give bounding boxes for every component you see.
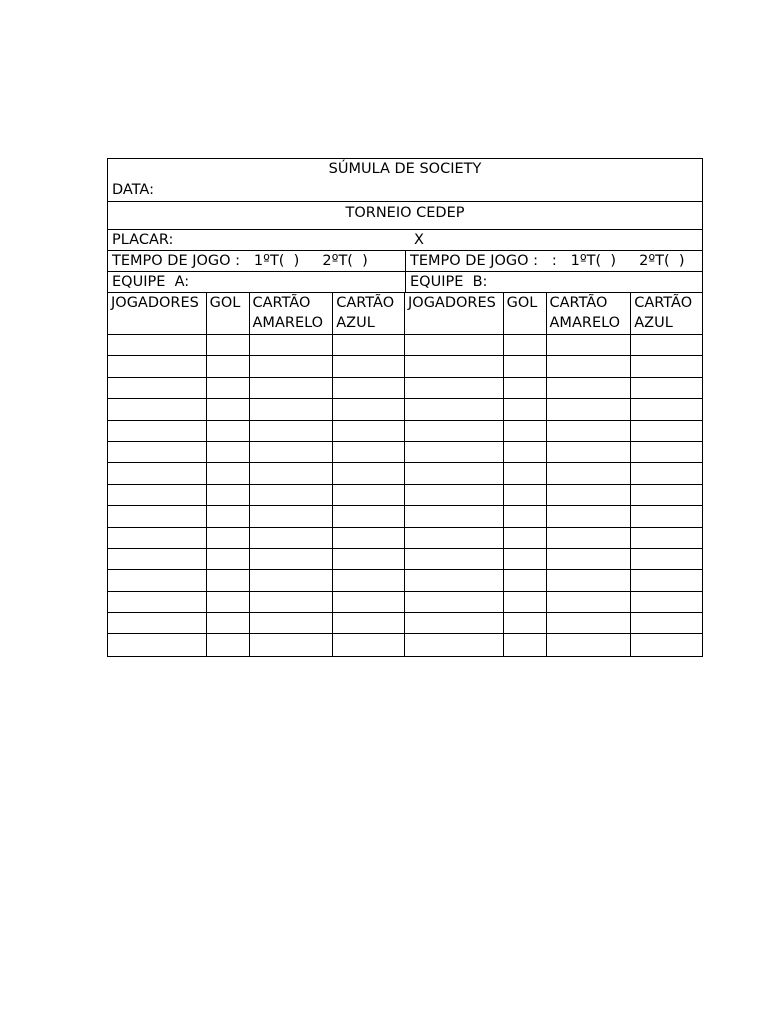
cell-jogador-b <box>405 463 504 483</box>
cell-amarelo-b <box>547 549 632 569</box>
cell-gol-b <box>504 378 547 398</box>
table-row <box>108 613 702 634</box>
cell-amarelo-a <box>250 506 334 526</box>
cell-gol-b <box>504 592 547 612</box>
cell-azul-a <box>333 528 405 548</box>
cell-gol-a <box>207 506 250 526</box>
cell-jogador-a <box>108 506 207 526</box>
cell-amarelo-b <box>547 528 632 548</box>
cell-azul-b <box>631 399 702 419</box>
cell-azul-b <box>631 613 702 633</box>
cell-jogador-a <box>108 421 207 441</box>
table-row <box>108 528 702 549</box>
date-label: DATA: <box>112 182 154 198</box>
cell-amarelo-a <box>250 549 334 569</box>
cell-azul-a <box>333 592 405 612</box>
cell-azul-a <box>333 506 405 526</box>
header-cartao-azul-b <box>631 293 702 334</box>
cell-jogador-b <box>405 399 504 419</box>
cell-jogador-a <box>108 463 207 483</box>
cell-amarelo-b <box>547 634 632 655</box>
cell-jogador-a <box>108 549 207 569</box>
header-amarelo-text: AMARELO <box>549 315 621 331</box>
cell-jogador-b <box>405 485 504 505</box>
cell-amarelo-b <box>547 592 632 612</box>
cell-jogador-a <box>108 378 207 398</box>
cell-azul-b <box>631 485 702 505</box>
cell-amarelo-a <box>250 421 334 441</box>
header-cartao-amarelo-b <box>547 293 632 334</box>
cell-amarelo-b <box>547 442 632 462</box>
cell-amarelo-b <box>547 378 632 398</box>
equipe-row <box>108 272 702 293</box>
cell-gol-b <box>504 421 547 441</box>
cell-gol-b <box>504 485 547 505</box>
header-cartao-text: CARTÃO <box>634 295 693 311</box>
cell-gol-b <box>504 442 547 462</box>
cell-jogador-b <box>405 421 504 441</box>
cell-amarelo-b <box>547 485 632 505</box>
table-row <box>108 442 702 463</box>
cell-azul-b <box>631 528 702 548</box>
cell-amarelo-b <box>547 356 632 376</box>
placar-row <box>108 230 702 251</box>
cell-jogador-a <box>108 356 207 376</box>
table-row <box>108 592 702 613</box>
cell-jogador-b <box>405 506 504 526</box>
cell-amarelo-a <box>250 463 334 483</box>
cell-amarelo-a <box>250 356 334 376</box>
table-row <box>108 356 702 377</box>
cell-azul-a <box>333 634 405 655</box>
header-cartao-text: CARTÃO <box>336 295 395 311</box>
cell-amarelo-a <box>250 592 334 612</box>
cell-azul-a <box>333 442 405 462</box>
table-row <box>108 549 702 570</box>
cell-azul-b <box>631 335 702 355</box>
cell-gol-a <box>207 378 250 398</box>
cell-gol-b <box>504 399 547 419</box>
cell-amarelo-a <box>250 634 334 655</box>
cell-azul-b <box>631 378 702 398</box>
sumula-title: SÚMULA DE SOCIETY <box>328 161 482 177</box>
cell-azul-b <box>631 549 702 569</box>
cell-azul-b <box>631 356 702 376</box>
cell-azul-b <box>631 442 702 462</box>
cell-azul-a <box>333 378 405 398</box>
cell-gol-a <box>207 399 250 419</box>
cell-azul-b <box>631 634 702 655</box>
tempo-team-b: TEMPO DE JOGO : : 1ºT( ) 2ºT( ) <box>410 253 685 269</box>
cell-amarelo-b <box>547 506 632 526</box>
cell-jogador-b <box>405 356 504 376</box>
equipe-a-label: EQUIPE A: <box>108 272 406 292</box>
header-jogadores-a: JOGADORES <box>108 293 207 334</box>
cell-azul-b <box>631 421 702 441</box>
cell-amarelo-a <box>250 378 334 398</box>
table-row <box>108 634 702 655</box>
cell-amarelo-b <box>547 463 632 483</box>
title-row <box>108 159 702 202</box>
table-row <box>108 335 702 356</box>
cell-azul-a <box>333 335 405 355</box>
cell-gol-a <box>207 485 250 505</box>
header-azul-text: AZUL <box>634 315 673 331</box>
cell-jogador-a <box>108 613 207 633</box>
cell-gol-b <box>504 613 547 633</box>
cell-jogador-b <box>405 378 504 398</box>
cell-gol-a <box>207 421 250 441</box>
cell-amarelo-b <box>547 613 632 633</box>
cell-jogador-b <box>405 335 504 355</box>
cell-gol-a <box>207 549 250 569</box>
header-cartao-text: CARTÃO <box>252 295 311 311</box>
player-rows <box>108 335 702 656</box>
cell-gol-b <box>504 634 547 655</box>
header-cartao-amarelo-a <box>250 293 334 334</box>
cell-azul-a <box>333 549 405 569</box>
cell-gol-a <box>207 528 250 548</box>
cell-jogador-a <box>108 399 207 419</box>
cell-jogador-b <box>405 613 504 633</box>
cell-amarelo-b <box>547 335 632 355</box>
cell-gol-a <box>207 463 250 483</box>
header-azul-text: AZUL <box>336 315 375 331</box>
cell-azul-b <box>631 570 702 590</box>
table-row <box>108 570 702 591</box>
cell-gol-b <box>504 506 547 526</box>
cell-amarelo-a <box>250 485 334 505</box>
cell-gol-b <box>504 463 547 483</box>
cell-gol-b <box>504 570 547 590</box>
header-gol-b: GOL <box>504 293 547 334</box>
column-header-row <box>108 293 702 335</box>
sumula-table <box>107 158 703 657</box>
cell-jogador-b <box>405 442 504 462</box>
tempo-team-a: TEMPO DE JOGO : 1ºT( ) 2ºT( ) <box>108 251 406 271</box>
placar-label: PLACAR: <box>112 232 174 248</box>
table-row <box>108 485 702 506</box>
cell-gol-a <box>207 356 250 376</box>
cell-amarelo-a <box>250 570 334 590</box>
table-row <box>108 421 702 442</box>
cell-amarelo-b <box>547 570 632 590</box>
cell-jogador-a <box>108 570 207 590</box>
cell-azul-b <box>631 506 702 526</box>
cell-azul-b <box>631 592 702 612</box>
cell-azul-a <box>333 356 405 376</box>
cell-jogador-a <box>108 335 207 355</box>
cell-gol-a <box>207 613 250 633</box>
cell-gol-b <box>504 549 547 569</box>
cell-azul-a <box>333 613 405 633</box>
torneio-name: TORNEIO CEDEP <box>345 205 465 221</box>
cell-gol-a <box>207 570 250 590</box>
torneio-row <box>108 202 702 230</box>
cell-gol-a <box>207 634 250 655</box>
table-row <box>108 463 702 484</box>
cell-azul-a <box>333 421 405 441</box>
table-row <box>108 399 702 420</box>
cell-gol-a <box>207 335 250 355</box>
header-amarelo-text: AMARELO <box>252 315 324 331</box>
cell-jogador-b <box>405 634 504 655</box>
placar-x: X <box>414 232 424 248</box>
cell-gol-b <box>504 335 547 355</box>
cell-jogador-b <box>405 570 504 590</box>
equipe-b-label: EQUIPE B: <box>410 274 488 290</box>
cell-gol-a <box>207 592 250 612</box>
cell-jogador-a <box>108 442 207 462</box>
cell-jogador-b <box>405 528 504 548</box>
cell-jogador-a <box>108 485 207 505</box>
header-cartao-azul-a <box>333 293 405 334</box>
cell-amarelo-a <box>250 335 334 355</box>
cell-jogador-a <box>108 528 207 548</box>
cell-gol-b <box>504 356 547 376</box>
cell-gol-a <box>207 442 250 462</box>
cell-amarelo-a <box>250 442 334 462</box>
cell-azul-a <box>333 463 405 483</box>
tempo-row <box>108 251 702 272</box>
table-row <box>108 506 702 527</box>
cell-jogador-a <box>108 592 207 612</box>
cell-amarelo-b <box>547 399 632 419</box>
cell-azul-a <box>333 570 405 590</box>
cell-amarelo-a <box>250 613 334 633</box>
cell-gol-b <box>504 528 547 548</box>
cell-azul-a <box>333 399 405 419</box>
cell-amarelo-a <box>250 399 334 419</box>
header-jogadores-b: JOGADORES <box>405 293 504 334</box>
header-cartao-text: CARTÃO <box>549 295 608 311</box>
cell-jogador-b <box>405 592 504 612</box>
cell-amarelo-b <box>547 421 632 441</box>
cell-jogador-a <box>108 634 207 655</box>
cell-amarelo-a <box>250 528 334 548</box>
cell-azul-a <box>333 485 405 505</box>
table-row <box>108 378 702 399</box>
cell-azul-b <box>631 463 702 483</box>
header-gol-a: GOL <box>207 293 250 334</box>
cell-jogador-b <box>405 549 504 569</box>
